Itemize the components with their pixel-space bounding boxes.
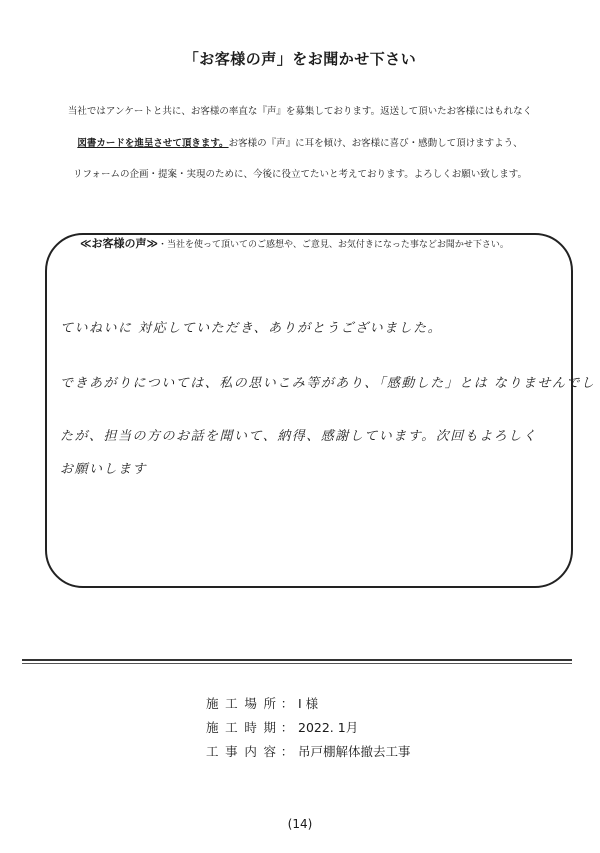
intro-underlined-text: 図書カードを進呈させて頂きます。 (77, 138, 229, 149)
info-row-location (206, 694, 318, 712)
info-value: I 様 (298, 696, 319, 711)
intro-line-1: 当社ではアンケートと共に、お客様の率直な『声』を募集しております。返送して頂いたお客様にはもれなく (67, 106, 533, 117)
voice-box-subheading: ・当社を使って頂いてのご感想や、ご意見、お気付きになった事などお聞かせ下さい。 (158, 240, 509, 250)
handwritten-line: お願いします (60, 462, 148, 477)
divider-rule (22, 663, 572, 664)
voice-box-heading: ≪お客様の声≫ (80, 237, 159, 250)
voice-box-header (80, 235, 509, 251)
page-title: 「お客様の声」をお聞かせ下さい (183, 50, 417, 68)
info-label: 工事内容 (206, 744, 276, 759)
info-separator: ： (280, 696, 294, 711)
info-separator: ： (280, 744, 294, 759)
handwritten-line: たが、担当の方のお話を聞いて、納得、感謝しています。次回もよろしく (60, 429, 538, 444)
intro-line-2 (20, 135, 580, 149)
info-row-work (206, 742, 411, 760)
info-row-period (206, 718, 358, 736)
intro-line-2-rest: お客様の『声』に耳を傾け、お客様に喜び・感動して頂けますよう、 (228, 138, 523, 149)
info-label: 施工場所 (206, 696, 276, 711)
info-value: 2022. 1月 (298, 720, 359, 735)
handwritten-line: できあがりについては、私の思いこみ等があり、「感動した」とは なりませんでし (60, 376, 596, 391)
handwritten-line: ていねいに 対応していただき、ありがとうございました。 (60, 321, 443, 336)
info-value: 吊戸棚解体撤去工事 (298, 744, 411, 759)
divider-rule (22, 659, 572, 661)
intro-line-3: リフォームの企画・提案・実現のために、今後に役立てたいと考えております。よろしくお願い致します。 (72, 169, 527, 180)
customer-voice-box (45, 233, 573, 588)
page-number: (14) (287, 817, 313, 831)
info-label: 施工時期 (206, 720, 276, 735)
info-separator: ： (280, 720, 294, 735)
